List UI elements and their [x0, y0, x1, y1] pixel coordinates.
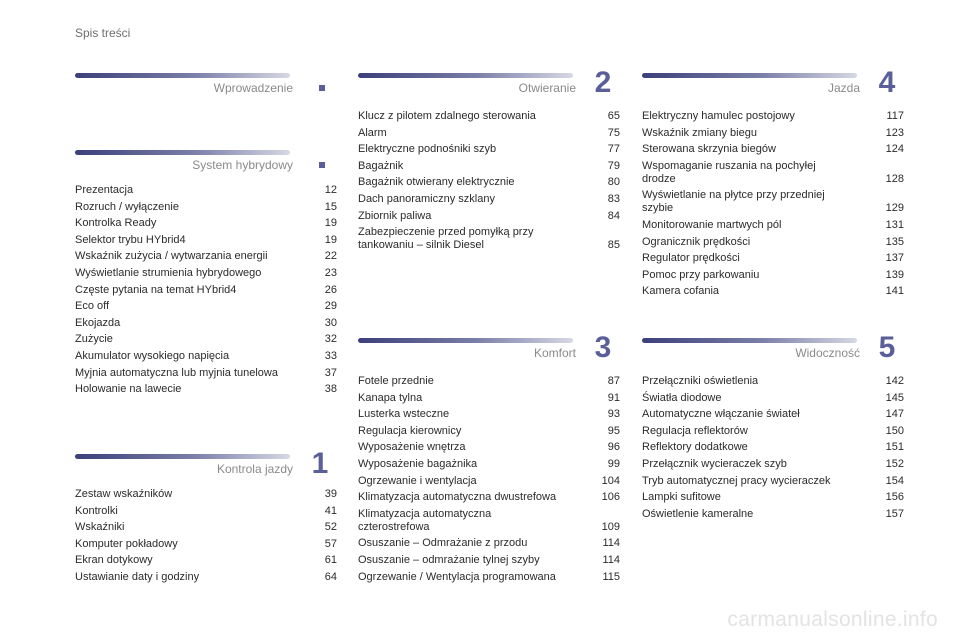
toc-entry[interactable] [75, 201, 337, 214]
toc-entry-page: 157 [885, 507, 904, 520]
toc-entry[interactable] [642, 143, 904, 156]
toc-entry-label: Kontrolka Ready [75, 217, 157, 230]
toc-entry-label: Klimatyzacja automatyczna dwustrefowa [358, 491, 557, 504]
toc-entry-page: 85 [607, 239, 620, 252]
toc-entry-page: 147 [885, 408, 904, 421]
toc-entry-label: Dach panoramiczny szklany [358, 192, 495, 205]
toc-entry[interactable] [642, 252, 904, 265]
toc-entry-page: 19 [324, 233, 337, 246]
toc-entry-page: 124 [885, 143, 904, 156]
toc-entry-page: 104 [601, 474, 620, 487]
section-number: 5 [878, 331, 896, 364]
toc-entry[interactable] [642, 285, 904, 298]
toc-entry-label: Eco off [75, 300, 110, 313]
toc-entry-page: 32 [324, 333, 337, 346]
section-number: 2 [594, 66, 612, 99]
toc-entry-page: 106 [601, 491, 620, 504]
toc-entry-page: 114 [602, 537, 620, 550]
section-title: Wprowadzenie [213, 81, 293, 95]
section-bar [642, 338, 857, 343]
toc-entry-page: 75 [607, 126, 620, 139]
toc-entry-page: 12 [324, 184, 337, 196]
toc-entry-label: Kanapa tylna [358, 391, 423, 404]
toc-entry-page: 41 [324, 504, 337, 517]
toc-entry[interactable] [75, 350, 337, 363]
toc-list [358, 375, 620, 584]
toc-list [358, 110, 620, 252]
toc-entry-label: Zużycie [75, 333, 113, 346]
section-title: Komfort [533, 346, 576, 360]
toc-entry-page: 156 [885, 491, 904, 504]
toc-entry-page: 91 [607, 391, 620, 404]
toc-entry[interactable] [75, 488, 337, 501]
section-title: System hybrydowy [192, 158, 293, 172]
toc-entry[interactable] [75, 538, 337, 551]
toc-entry-label: Kontrolki [75, 504, 118, 517]
toc-entry[interactable] [358, 458, 620, 471]
toc-entry-label: Wyświetlanie strumienia hybrydowego [75, 266, 262, 279]
toc-entry-label: Oświetlenie kameralne [642, 507, 754, 520]
toc-entry-page: 137 [885, 252, 904, 265]
toc-entry-label: Bagażnik otwierany elektrycznie [358, 176, 515, 189]
toc-entry-page: 33 [324, 349, 337, 362]
toc-entry-page: 117 [886, 110, 904, 122]
toc-entry-label: Fotele przednie [358, 375, 434, 387]
toc-entry-label: Wyposażenie bagażnika [358, 457, 478, 470]
toc-entry-label: Pomoc przy parkowaniu [642, 268, 760, 281]
section-kontrola-jazdy [75, 447, 337, 588]
toc-entry[interactable] [75, 267, 337, 280]
toc-entry[interactable] [358, 425, 620, 438]
toc-entry-label: Wskaźnik zużycia / wytwarzania energii [75, 250, 268, 263]
section-bar [358, 73, 573, 78]
section-title: Kontrola jazdy [216, 462, 293, 476]
section-system-hybrydowy [75, 150, 337, 400]
section-number: 3 [594, 331, 612, 364]
toc-entry-label: Regulator prędkości [642, 252, 740, 265]
toc-entry[interactable] [358, 537, 620, 550]
toc-entry[interactable] [358, 392, 620, 405]
toc-entry[interactable] [75, 300, 337, 313]
toc-entry-label: Ogrzewanie i wentylacja [358, 474, 477, 487]
toc-entry[interactable] [75, 333, 337, 346]
toc-entry-label: Prezentacja [75, 184, 134, 196]
toc-entry-page: 115 [602, 570, 620, 583]
toc-entry[interactable] [358, 441, 620, 454]
toc-entry[interactable] [75, 367, 337, 380]
toc-entry[interactable] [642, 475, 904, 488]
toc-entry[interactable] [642, 110, 904, 123]
toc-list [642, 110, 904, 298]
toc-entry[interactable] [642, 189, 904, 215]
toc-entry-page: 96 [607, 441, 620, 454]
toc-entry[interactable] [642, 127, 904, 140]
toc-entry[interactable] [75, 184, 337, 197]
toc-entry-page: 114 [602, 553, 620, 566]
section-jazda [642, 66, 904, 302]
section-bar [642, 73, 857, 78]
toc-entry[interactable] [75, 571, 337, 584]
toc-entry-label: Przełączniki oświetlenia [642, 375, 759, 387]
section-komfort [358, 331, 620, 587]
toc-entry-page: 150 [885, 424, 904, 437]
section-bar [75, 150, 290, 155]
toc-entry-page: 61 [324, 554, 337, 567]
toc-entry-page: 77 [607, 143, 620, 156]
toc-entry-page: 93 [607, 408, 620, 421]
toc-entry-label: Światła diodowe [642, 391, 722, 404]
toc-entry-label: Komputer pokładowy [75, 537, 178, 550]
toc-entry-label: Myjnia automatyczna lub myjnia tunelowa [75, 366, 278, 379]
toc-entry-page: 64 [324, 570, 337, 583]
toc-entry-label: Lampki sufitowe [642, 491, 721, 504]
toc-entry-label: Wyświetlanie na płytce przy przedniej szybie [642, 189, 825, 215]
watermark: carmanualsonline.info [727, 608, 938, 631]
section-header [75, 447, 337, 488]
toc-entry-page: 38 [324, 383, 337, 396]
toc-entry-label: Przełącznik wycieraczek szyb [642, 457, 787, 470]
toc-entry-label: Monitorowanie martwych pól [642, 218, 782, 231]
toc-entry-page: 83 [607, 192, 620, 205]
toc-entry[interactable] [358, 508, 620, 534]
toc-entry[interactable] [358, 176, 620, 189]
toc-entry[interactable] [642, 508, 904, 521]
toc-entry-page: 99 [607, 457, 620, 470]
toc-entry-label: Selektor trybu HYbrid4 [75, 233, 186, 246]
toc-entry[interactable] [75, 317, 337, 330]
section-header [642, 66, 904, 110]
toc-entry[interactable] [75, 505, 337, 518]
toc-entry[interactable] [642, 219, 904, 232]
section-wprowadzenie [75, 73, 337, 119]
toc-entry[interactable] [75, 250, 337, 263]
toc-entry[interactable] [358, 210, 620, 223]
section-bar [75, 454, 290, 459]
toc-entry-page: 135 [885, 235, 904, 248]
toc-entry[interactable] [358, 491, 620, 504]
section-title: Otwieranie [518, 81, 576, 95]
toc-entry-label: Osuszanie – Odmrażanie z przodu [358, 537, 528, 550]
toc-entry-page: 131 [885, 218, 904, 231]
toc-entry[interactable] [358, 226, 620, 252]
section-header [358, 66, 620, 110]
toc-entry[interactable] [358, 554, 620, 567]
toc-entry-page: 30 [324, 316, 337, 329]
toc-entry[interactable] [642, 441, 904, 454]
toc-entry-page: 95 [607, 424, 620, 437]
toc-list [642, 375, 904, 521]
toc-entry[interactable] [642, 425, 904, 438]
toc-entry[interactable] [358, 408, 620, 421]
toc-entry[interactable] [642, 458, 904, 471]
toc-entry-page: 80 [607, 176, 620, 189]
toc-entry[interactable] [358, 571, 620, 584]
toc-entry[interactable] [642, 408, 904, 421]
toc-entry-label: Wskaźniki [75, 521, 125, 534]
toc-list [75, 184, 337, 396]
toc-entry-label: Osuszanie – odmrażanie tylnej szyby [358, 553, 540, 566]
toc-entry-label: Regulacja reflektorów [642, 424, 748, 437]
toc-entry[interactable] [358, 375, 620, 388]
page-title: Spis treści [75, 26, 131, 40]
toc-entry-page: 29 [324, 300, 337, 313]
toc-entry-label: Ekojazda [75, 316, 121, 329]
toc-entry-label: Akumulator wysokiego napięcia [75, 349, 230, 362]
toc-entry-label: Wskaźnik zmiany biegu [642, 126, 757, 139]
toc-entry[interactable] [358, 110, 620, 123]
toc-entry[interactable] [358, 143, 620, 156]
toc-entry-page: 23 [324, 266, 337, 279]
toc-entry-label: Ustawianie daty i godziny [75, 570, 200, 583]
toc-entry-page: 129 [885, 202, 904, 215]
toc-entry-page: 128 [885, 172, 904, 185]
toc-entry-label: Zabezpieczenie przed pomyłką przy tankowaniu – silnik Diesel [358, 226, 534, 252]
toc-entry[interactable] [75, 284, 337, 297]
toc-entry[interactable] [75, 217, 337, 230]
toc-entry-page: 141 [885, 285, 904, 298]
section-title: Widoczność [795, 346, 860, 360]
toc-entry-page: 22 [324, 250, 337, 263]
toc-entry[interactable] [358, 160, 620, 173]
toc-entry-label: Elektryczne podnośniki szyb [358, 143, 497, 156]
toc-entry-page: 39 [324, 488, 337, 500]
toc-entry-label: Rozruch / wyłączenie [75, 200, 179, 213]
toc-entry[interactable] [642, 491, 904, 504]
toc-entry-page: 145 [885, 391, 904, 404]
toc-entry-label: Zbiornik paliwa [358, 209, 432, 222]
toc-entry[interactable] [75, 521, 337, 534]
toc-entry-label: Automatyczne włączanie świateł [642, 408, 800, 421]
toc-entry-page: 151 [885, 441, 904, 454]
toc-entry-page: 123 [885, 126, 904, 139]
toc-entry[interactable] [358, 127, 620, 140]
toc-entry[interactable] [642, 375, 904, 388]
toc-entry-label: Bagażnik [358, 159, 404, 172]
toc-entry-page: 57 [324, 537, 337, 550]
toc-entry[interactable] [358, 193, 620, 206]
toc-entry-label: Częste pytania na temat HYbrid4 [75, 283, 237, 296]
toc-entry-page: 154 [885, 474, 904, 487]
toc-entry-label: Sterowana skrzynia biegów [642, 143, 776, 156]
toc-entry[interactable] [642, 392, 904, 405]
toc-entry-page: 139 [885, 268, 904, 281]
toc-entry-page: 79 [607, 159, 620, 172]
toc-entry-label: Kamera cofania [642, 285, 720, 298]
toc-entry-page: 37 [324, 366, 337, 379]
toc-entry[interactable] [642, 236, 904, 249]
section-marker-icon [319, 85, 325, 91]
toc-list [75, 488, 337, 584]
toc-entry-label: Wyposażenie wnętrza [358, 441, 466, 454]
section-marker-icon [319, 162, 325, 168]
toc-entry-label: Lusterka wsteczne [358, 408, 450, 421]
section-header [642, 331, 904, 375]
section-header [75, 73, 337, 119]
toc-entry[interactable] [75, 383, 337, 396]
section-bar [75, 73, 290, 78]
toc-entry-label: Ogranicznik prędkości [642, 235, 751, 248]
toc-entry-label: Elektryczny hamulec postojowy [642, 110, 795, 122]
toc-entry-page: 152 [885, 457, 904, 470]
toc-entry-label: Klucz z pilotem zdalnego sterowania [358, 110, 536, 122]
toc-entry-label: Tryb automatycznej pracy wycieraczek [642, 474, 831, 487]
toc-entry-label: Holowanie na lawecie [75, 383, 182, 396]
toc-entry[interactable] [358, 475, 620, 488]
toc-entry-page: 87 [607, 375, 620, 387]
toc-entry[interactable] [642, 269, 904, 282]
section-widocznosc [642, 331, 904, 524]
toc-entry-page: 19 [324, 217, 337, 230]
toc-entry-label: Ogrzewanie / Wentylacja programowana [358, 570, 556, 583]
toc-entry-page: 52 [324, 521, 337, 534]
toc-entry-page: 142 [885, 375, 904, 387]
section-title: Jazda [827, 81, 860, 95]
toc-entry-page: 84 [607, 209, 620, 222]
section-bar [358, 338, 573, 343]
toc-entry-label: Zestaw wskaźników [75, 488, 173, 500]
toc-entry-label: Alarm [358, 126, 387, 139]
toc-entry-page: 15 [324, 200, 337, 213]
toc-entry-page: 65 [607, 110, 620, 122]
toc-entry-label: Reflektory dodatkowe [642, 441, 748, 454]
toc-entry-page: 26 [324, 283, 337, 296]
toc-entry[interactable] [75, 234, 337, 247]
toc-entry-label: Regulacja kierownicy [358, 424, 462, 437]
toc-entry[interactable] [642, 160, 904, 186]
section-number: 1 [311, 447, 329, 480]
toc-entry-label: Wspomaganie ruszania na pochyłej drodze [642, 159, 816, 185]
section-otwieranie [358, 66, 620, 256]
toc-entry-label: Klimatyzacja automatyczna czterostrefowa [358, 507, 492, 533]
toc-entry-page: 109 [601, 520, 620, 533]
section-header [75, 150, 337, 184]
toc-entry[interactable] [75, 554, 337, 567]
section-header [358, 331, 620, 375]
toc-entry-label: Ekran dotykowy [75, 554, 153, 567]
section-number: 4 [878, 66, 896, 99]
